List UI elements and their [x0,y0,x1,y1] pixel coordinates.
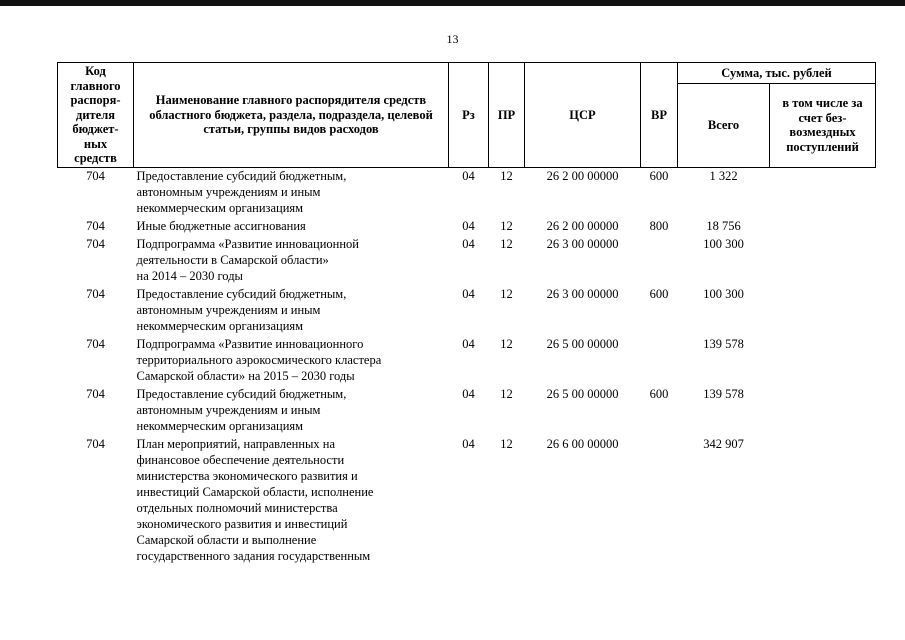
cell-name-line: Подпрограмма «Развитие инновационного [136,336,364,351]
cell-name [134,336,449,386]
cell-code: 704 [86,336,105,351]
cell-name-line: Предоставление субсидий бюджетным, [136,168,347,183]
header-code-lines [60,64,131,166]
cell-pr: 12 [500,236,513,251]
table-header [58,63,876,168]
cell-name-line: автономным учреждениям и иным [136,302,321,317]
cell-pr: 12 [500,168,513,183]
cell-name-line: территориального аэрокосмического кластера [136,352,382,367]
cell-name-line: Самарской области и выполнение [136,532,317,547]
cell-pr: 12 [500,436,513,451]
table-row [58,218,876,236]
cell-vr [641,436,678,566]
budget-table [57,62,876,566]
cell-rz: 04 [462,436,475,451]
header-pr: ПР [489,63,525,168]
cell-pr: 12 [500,386,513,401]
header-code-line: ных [83,136,108,151]
cell-name-line: на 2014 – 2030 годы [136,268,243,283]
page-number: 13 [446,32,459,46]
cell-incl [770,286,876,336]
cell-name [134,286,449,336]
cell-name-line: некоммерческим организациям [136,318,304,333]
header-csr: ЦСР [525,63,641,168]
cell-vr: 600 [649,168,669,183]
cell-vr [641,336,678,386]
cell-rz: 04 [462,286,475,301]
cell-csr: 26 5 00 00000 [546,336,619,351]
header-total: Всего [678,84,770,168]
cell-incl [770,218,876,236]
header-name: Наименование главного распорядителя средств областного бюджета, раздела, подраздела, целевой статьи, группы видов расходов [134,63,449,168]
table-row [58,436,876,566]
cell-rz: 04 [462,218,475,233]
header-vr: ВР [641,63,678,168]
cell-incl [770,336,876,386]
cell-total: 100 300 [703,286,744,301]
table-row [58,167,876,218]
cell-rz: 04 [462,386,475,401]
header-code [58,63,134,168]
cell-name-line: деятельности в Самарской области» [136,252,329,267]
cell-code: 704 [86,236,105,251]
cell-name-line: отдельных полномочий министерства [136,500,338,515]
cell-code: 704 [86,168,105,183]
cell-name [134,236,449,286]
cell-vr [641,236,678,286]
header-incl: в том числе за счет без-возмездных поступлений [770,84,876,168]
cell-name-line: Предоставление субсидий бюджетным, [136,386,347,401]
cell-total: 342 907 [703,436,744,451]
cell-name-line: некоммерческим организациям [136,418,304,433]
cell-name-line: План мероприятий, направленных на [136,436,336,451]
cell-pr: 12 [500,218,513,233]
cell-incl [770,436,876,566]
cell-total: 100 300 [703,236,744,251]
cell-code: 704 [86,286,105,301]
cell-name-line: инвестиций Самарской области, исполнение [136,484,374,499]
cell-vr: 600 [649,386,669,401]
cell-csr: 26 5 00 00000 [546,386,619,401]
cell-name [134,218,449,236]
cell-pr: 12 [500,336,513,351]
cell-name-line: автономным учреждениям и иным [136,402,321,417]
cell-name-line: финансовое обеспечение деятельности [136,452,345,467]
table-row [58,336,876,386]
cell-rz: 04 [462,236,475,251]
cell-name-line: Подпрограмма «Развитие инновационной [136,236,359,251]
cell-name-line: государственного задания государственным [136,548,371,563]
cell-vr: 800 [649,218,669,233]
cell-name [134,386,449,436]
cell-vr: 600 [649,286,669,301]
cell-pr: 12 [500,286,513,301]
header-code-line: средств [74,151,117,165]
table-row [58,386,876,436]
cell-name-line: некоммерческим организациям [136,200,304,215]
cell-name-line: автономным учреждениям и иным [136,184,321,199]
cell-rz: 04 [462,336,475,351]
cell-name [134,167,449,218]
header-rz: Рз [449,63,489,168]
header-code-line: распоря- [70,93,121,107]
cell-csr: 26 2 00 00000 [546,218,619,233]
cell-name-line: Самарской области» на 2015 – 2030 годы [136,368,355,383]
header-code-line: дителя [76,107,115,122]
table-body [58,167,876,566]
cell-total: 18 756 [706,218,741,233]
cell-name-line: Иные бюджетные ассигнования [136,218,306,233]
cell-total: 1 322 [709,168,738,183]
cell-incl [770,386,876,436]
header-code-line: Код [85,64,106,78]
top-border-bar [0,0,905,6]
cell-name-line: Предоставление субсидий бюджетным, [136,286,347,301]
cell-code: 704 [86,386,105,401]
cell-name-line: экономического развития и инвестиций [136,516,348,531]
header-sum: Сумма, тыс. рублей [678,63,876,84]
cell-incl [770,236,876,286]
cell-name [134,436,449,566]
cell-code: 704 [86,218,105,233]
table-row [58,236,876,286]
cell-csr: 26 3 00 00000 [546,236,619,251]
cell-total: 139 578 [703,336,744,351]
cell-rz: 04 [462,168,475,183]
header-code-line: главного [70,78,121,93]
cell-name-line: министерства экономического развития и [136,468,358,483]
cell-csr: 26 3 00 00000 [546,286,619,301]
cell-total: 139 578 [703,386,744,401]
cell-csr: 26 2 00 00000 [546,168,619,183]
cell-incl [770,167,876,218]
cell-code: 704 [86,436,105,451]
cell-csr: 26 6 00 00000 [546,436,619,451]
header-code-line: бюджет- [72,122,119,136]
table-row [58,286,876,336]
